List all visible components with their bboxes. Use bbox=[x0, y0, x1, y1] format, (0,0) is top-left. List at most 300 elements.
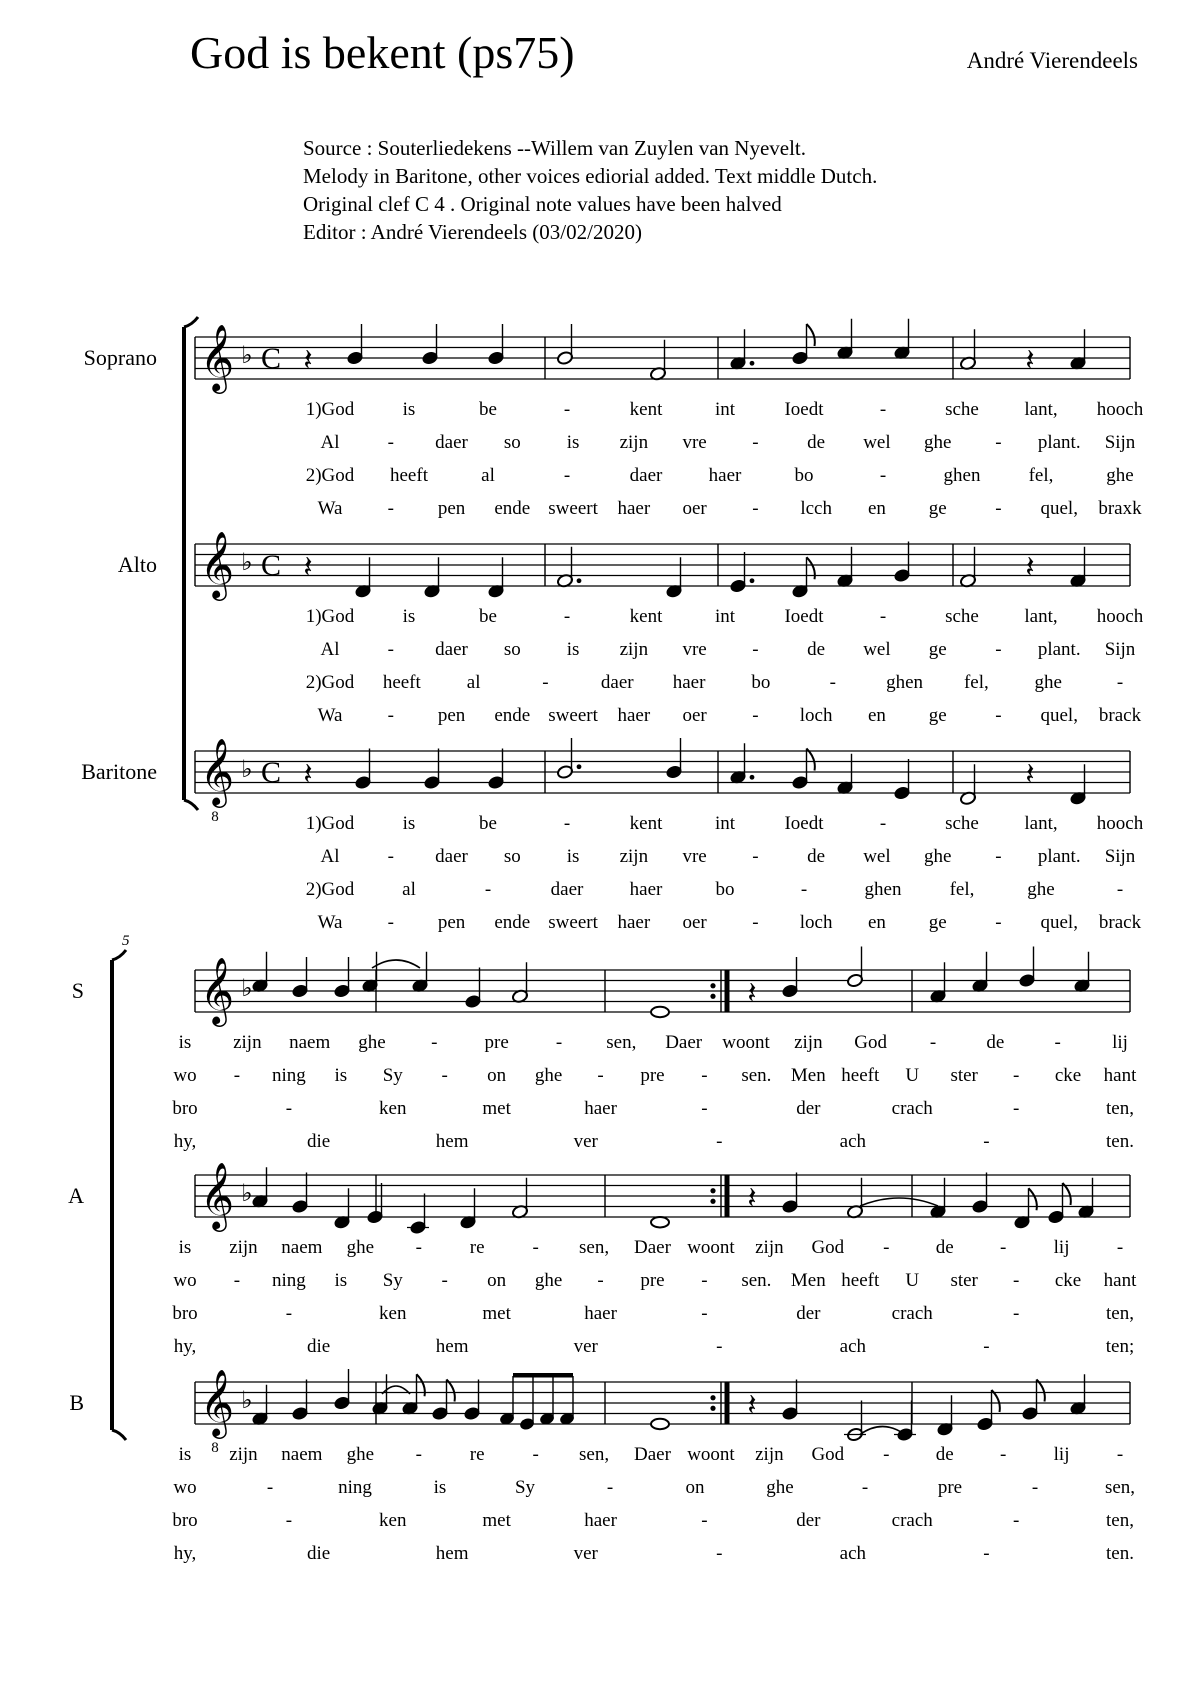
lyric-syllable: de bbox=[807, 846, 826, 867]
lyric-syllable: ghen bbox=[943, 465, 981, 486]
lyric-syllable: zijn bbox=[619, 432, 649, 453]
lyric-syllable: sweert bbox=[548, 705, 598, 726]
lyric-syllable: lcch bbox=[800, 498, 832, 519]
lyric-hyphen: - bbox=[883, 1237, 890, 1258]
flat-sign-icon: ♭ bbox=[241, 1388, 253, 1414]
lyric-syllable: daer bbox=[550, 879, 584, 900]
lyric-syllable: haer bbox=[584, 1098, 617, 1119]
lyric-syllable: die bbox=[306, 1543, 331, 1564]
lyric-syllable: ten. bbox=[1106, 1131, 1134, 1152]
lyric-syllable: bo bbox=[715, 879, 735, 900]
lyric-syllable: Daer bbox=[634, 1237, 671, 1258]
lyric-syllable: on bbox=[487, 1065, 507, 1086]
lyric-syllable: al bbox=[466, 672, 481, 693]
quarter-rest-icon: 𝄽 bbox=[747, 1182, 757, 1215]
lyric-hyphen: - bbox=[597, 1270, 604, 1291]
lyric-syllable: Wa bbox=[317, 498, 343, 519]
lyric-hyphen: - bbox=[532, 1237, 539, 1258]
lyric-syllable: en bbox=[867, 705, 886, 726]
augmentation-dot bbox=[750, 361, 755, 366]
lyric-syllable: ge bbox=[928, 705, 947, 726]
lyric-syllable: daer bbox=[435, 846, 468, 867]
flat-sign-icon: ♭ bbox=[241, 1181, 253, 1207]
lyric-syllable: loch bbox=[799, 912, 833, 933]
lyric-syllable: Sijn bbox=[1104, 432, 1136, 453]
lyric-syllable: wo bbox=[173, 1477, 197, 1498]
lyric-syllable: zijn bbox=[619, 639, 649, 660]
lyric-syllable: ning bbox=[271, 1065, 306, 1086]
staff-label: Soprano bbox=[83, 345, 157, 370]
lyric-syllable: God bbox=[811, 1237, 845, 1258]
lyric-syllable: crach bbox=[891, 1510, 933, 1531]
lyric-syllable: is bbox=[178, 1032, 192, 1053]
lyric-syllable: is bbox=[402, 399, 416, 420]
lyric-hyphen: - bbox=[883, 1444, 890, 1465]
lyric-syllable: Wa bbox=[317, 912, 343, 933]
lyric-syllable: Al bbox=[320, 846, 340, 867]
lyric-hyphen: - bbox=[752, 912, 759, 933]
lyric-hyphen: - bbox=[563, 813, 571, 834]
lyric-syllable: be bbox=[479, 606, 497, 627]
treble-clef-icon: 𝄞 bbox=[199, 325, 235, 390]
flat-sign-icon: ♭ bbox=[241, 757, 253, 783]
lyric-syllable: daer bbox=[435, 432, 468, 453]
lyric-hyphen: - bbox=[484, 879, 492, 900]
lyric-syllable: ach bbox=[839, 1543, 867, 1564]
lyric-syllable: vre bbox=[682, 432, 707, 453]
lyric-syllable: Ioedt bbox=[784, 813, 824, 834]
lyric-hyphen: - bbox=[387, 846, 394, 867]
repeat-dot bbox=[710, 1199, 715, 1204]
lyric-syllable: ghe bbox=[1034, 672, 1062, 693]
bracket-hook-top bbox=[112, 950, 126, 960]
lyric-syllable: ghen bbox=[886, 672, 924, 693]
flat-sign-icon: ♭ bbox=[241, 976, 253, 1002]
lyric-syllable: woont bbox=[722, 1032, 770, 1053]
lyric-hyphen: - bbox=[563, 606, 571, 627]
lyric-hyphen: - bbox=[1116, 672, 1124, 693]
note-flag bbox=[1037, 1380, 1045, 1402]
lyric-syllable: re bbox=[469, 1237, 485, 1258]
treble-clef-icon: 𝄞 bbox=[199, 1163, 235, 1228]
lyric-syllable: ken bbox=[379, 1510, 407, 1531]
lyric-syllable: ach bbox=[839, 1336, 867, 1357]
lyric-syllable: kent bbox=[629, 813, 663, 834]
lyric-syllable: ghe bbox=[923, 846, 952, 867]
lyric-syllable: is bbox=[566, 846, 580, 867]
lyric-syllable: plant. bbox=[1037, 846, 1081, 867]
lyric-syllable: lij bbox=[1112, 1032, 1128, 1053]
lyric-syllable: loch bbox=[799, 705, 833, 726]
lyric-hyphen: - bbox=[995, 639, 1002, 660]
lyric-syllable: ver bbox=[573, 1543, 598, 1564]
treble-clef-icon: 𝄞 bbox=[199, 532, 235, 597]
lyric-syllable: zijn bbox=[755, 1237, 784, 1258]
lyric-syllable: naem bbox=[281, 1444, 323, 1465]
lyric-syllable: pen bbox=[437, 705, 466, 726]
lyric-syllable: vre bbox=[682, 846, 707, 867]
lyric-syllable: ken bbox=[379, 1098, 407, 1119]
lyric-hyphen: - bbox=[879, 813, 887, 834]
lyric-syllable: sen, bbox=[1104, 1477, 1136, 1498]
source-note-line: Original clef C 4 . Original note values have been halved bbox=[303, 192, 782, 216]
lyric-syllable: pre bbox=[640, 1270, 665, 1291]
lyric-syllable: 1)God bbox=[305, 813, 355, 834]
lyric-syllable: naem bbox=[281, 1237, 323, 1258]
lyric-hyphen: - bbox=[1012, 1065, 1020, 1086]
quarter-rest-icon: 𝄽 bbox=[1025, 758, 1035, 791]
lyric-syllable: zijn bbox=[229, 1444, 258, 1465]
quarter-rest-icon: 𝄽 bbox=[303, 344, 313, 377]
lyric-syllable: ver bbox=[573, 1336, 598, 1357]
lyric-syllable: 2)God bbox=[305, 465, 355, 486]
lyric-hyphen: - bbox=[929, 1032, 937, 1053]
lyric-syllable: pre bbox=[640, 1065, 665, 1086]
lyric-hyphen: - bbox=[995, 846, 1002, 867]
quarter-rest-icon: 𝄽 bbox=[747, 1389, 757, 1422]
lyric-syllable: crach bbox=[891, 1303, 933, 1324]
lyric-hyphen: - bbox=[701, 1270, 708, 1291]
lyric-syllable: Daer bbox=[634, 1444, 671, 1465]
lyric-hyphen: - bbox=[387, 498, 394, 519]
lyric-syllable: pre bbox=[937, 1477, 963, 1498]
lyric-syllable: so bbox=[503, 846, 521, 867]
lyric-syllable: Sy bbox=[382, 1270, 403, 1291]
note-head bbox=[651, 1217, 669, 1227]
lyric-hyphen: - bbox=[441, 1065, 448, 1086]
note-beam bbox=[513, 1373, 573, 1378]
lyric-syllable: U bbox=[905, 1065, 920, 1086]
lyric-hyphen: - bbox=[879, 465, 887, 486]
lyric-hyphen: - bbox=[563, 399, 571, 420]
lyric-syllable: daer bbox=[600, 672, 634, 693]
lyric-hyphen: - bbox=[1012, 1303, 1020, 1324]
lyric-syllable: int bbox=[714, 606, 736, 627]
lyric-syllable: heeft bbox=[841, 1065, 880, 1086]
lyric-syllable: wel bbox=[863, 432, 891, 453]
lyric-hyphen: - bbox=[995, 432, 1002, 453]
lyric-syllable: Sy bbox=[514, 1477, 536, 1498]
lyric-syllable: so bbox=[503, 639, 521, 660]
lyric-syllable: ghe bbox=[358, 1032, 386, 1053]
lyric-syllable: quel, bbox=[1040, 912, 1078, 933]
lyric-hyphen: - bbox=[716, 1336, 723, 1357]
lyric-hyphen: - bbox=[701, 1065, 708, 1086]
lyric-hyphen: - bbox=[999, 1237, 1007, 1258]
source-note-line: Editor : André Vierendeels (03/02/2020) bbox=[303, 220, 642, 244]
lyric-hyphen: - bbox=[983, 1336, 990, 1357]
lyric-syllable: de bbox=[935, 1444, 954, 1465]
lyric-syllable: sen. bbox=[741, 1270, 772, 1291]
lyric-syllable: ach bbox=[839, 1131, 867, 1152]
lyric-hyphen: - bbox=[285, 1303, 293, 1324]
source-note-line: Melody in Baritone, other voices ediorial added. Text middle Dutch. bbox=[303, 164, 878, 188]
lyric-hyphen: - bbox=[829, 672, 836, 693]
lyric-syllable: Daer bbox=[665, 1032, 703, 1053]
note-flag bbox=[447, 1380, 455, 1402]
lyric-syllable: ning bbox=[338, 1477, 372, 1498]
lyric-syllable: int bbox=[714, 399, 736, 420]
lyric-syllable: heeft bbox=[841, 1270, 880, 1291]
lyric-syllable: ende bbox=[494, 705, 531, 726]
repeat-dot bbox=[710, 983, 715, 988]
lyric-syllable: 1)God bbox=[305, 399, 355, 420]
lyric-syllable: ge bbox=[928, 498, 947, 519]
lyric-syllable: zijn bbox=[233, 1032, 262, 1053]
lyric-syllable: oer bbox=[682, 705, 707, 726]
lyric-syllable: Ioedt bbox=[784, 606, 824, 627]
note-flag bbox=[1063, 1183, 1071, 1205]
lyric-syllable: woont bbox=[687, 1237, 735, 1258]
lyric-hyphen: - bbox=[415, 1444, 422, 1465]
quarter-rest-icon: 𝄽 bbox=[1025, 344, 1035, 377]
lyric-syllable: woont bbox=[687, 1444, 735, 1465]
lyric-syllable: is bbox=[178, 1237, 192, 1258]
repeat-dot bbox=[710, 1188, 715, 1193]
lyric-syllable: ghe bbox=[346, 1444, 375, 1465]
lyric-hyphen: - bbox=[597, 1065, 604, 1086]
lyric-syllable: haer bbox=[584, 1510, 617, 1531]
lyric-syllable: ende bbox=[494, 912, 531, 933]
staff-label: B bbox=[69, 1390, 84, 1415]
octave-eight-mark: 8 bbox=[211, 809, 219, 825]
lyric-syllable: haer bbox=[584, 1303, 617, 1324]
lyric-syllable: Al bbox=[320, 432, 340, 453]
lyric-hyphen: - bbox=[387, 432, 394, 453]
lyric-syllable: 2)God bbox=[305, 879, 355, 900]
lyric-syllable: met bbox=[482, 1303, 511, 1324]
lyric-syllable: wel bbox=[863, 846, 891, 867]
lyric-hyphen: - bbox=[1031, 1477, 1039, 1498]
lyric-syllable: is bbox=[566, 639, 580, 660]
lyric-syllable: fel, bbox=[1028, 465, 1054, 486]
lyric-syllable: sen, bbox=[606, 1032, 637, 1053]
lyric-syllable: ghe bbox=[923, 432, 952, 453]
flat-sign-icon: ♭ bbox=[241, 550, 253, 576]
lyric-hyphen: - bbox=[1116, 1237, 1124, 1258]
lyric-hyphen: - bbox=[233, 1270, 241, 1291]
lyric-syllable: U bbox=[905, 1270, 920, 1291]
lyric-syllable: re bbox=[469, 1444, 485, 1465]
lyric-syllable: haer bbox=[617, 498, 651, 519]
lyric-syllable: Wa bbox=[317, 705, 343, 726]
lyric-syllable: sen, bbox=[579, 1237, 610, 1258]
lyric-syllable: sen, bbox=[579, 1444, 610, 1465]
lyric-syllable: ten, bbox=[1106, 1303, 1134, 1324]
lyric-syllable: plant. bbox=[1037, 432, 1081, 453]
lyric-hyphen: - bbox=[606, 1477, 614, 1498]
lyric-hyphen: - bbox=[879, 399, 887, 420]
lyric-syllable: zijn bbox=[755, 1444, 784, 1465]
lyric-syllable: fel, bbox=[949, 879, 975, 900]
lyric-syllable: hant bbox=[1103, 1065, 1137, 1086]
lyric-syllable: sche bbox=[945, 813, 979, 834]
note-head bbox=[651, 1419, 669, 1429]
tie-arc bbox=[372, 960, 420, 968]
augmentation-dot bbox=[577, 764, 582, 769]
measure-number: 5 bbox=[122, 933, 130, 949]
lyric-hyphen: - bbox=[995, 912, 1002, 933]
bracket-hook-top bbox=[184, 317, 198, 327]
lyric-syllable: hooch bbox=[1096, 813, 1144, 834]
lyric-syllable: ghe bbox=[1106, 465, 1134, 486]
lyric-hyphen: - bbox=[983, 1131, 990, 1152]
lyric-syllable: hy, bbox=[173, 1543, 197, 1564]
lyric-hyphen: - bbox=[1012, 1270, 1020, 1291]
lyric-syllable: is bbox=[334, 1065, 348, 1086]
lyric-syllable: is bbox=[178, 1444, 192, 1465]
lyric-syllable: haer bbox=[708, 465, 742, 486]
lyric-syllable: hooch bbox=[1096, 606, 1144, 627]
lyric-syllable: haer bbox=[617, 912, 651, 933]
lyric-syllable: on bbox=[685, 1477, 705, 1498]
lyric-syllable: en bbox=[867, 498, 886, 519]
lyric-syllable: ten; bbox=[1105, 1336, 1135, 1357]
lyric-syllable: ten, bbox=[1106, 1098, 1134, 1119]
lyric-hyphen: - bbox=[983, 1543, 990, 1564]
note-flag bbox=[807, 749, 815, 771]
lyric-syllable: ken bbox=[379, 1303, 407, 1324]
lyric-syllable: haer bbox=[629, 879, 663, 900]
lyric-syllable: be bbox=[479, 399, 497, 420]
lyric-syllable: ge bbox=[928, 639, 947, 660]
lyric-syllable: heeft bbox=[382, 672, 421, 693]
lyric-syllable: is bbox=[402, 813, 416, 834]
lyric-hyphen: - bbox=[233, 1065, 241, 1086]
lyric-syllable: bro bbox=[172, 1510, 198, 1531]
lyric-syllable: be bbox=[479, 813, 497, 834]
lyric-syllable: wel bbox=[863, 639, 891, 660]
lyric-syllable: ning bbox=[271, 1270, 306, 1291]
lyric-syllable: sen. bbox=[741, 1065, 772, 1086]
lyric-syllable: 2)God bbox=[305, 672, 355, 693]
lyric-syllable: al bbox=[402, 879, 416, 900]
lyric-syllable: ghe bbox=[766, 1477, 794, 1498]
lyric-syllable: zijn bbox=[794, 1032, 823, 1053]
lyric-syllable: Sijn bbox=[1104, 846, 1136, 867]
lyric-hyphen: - bbox=[387, 639, 394, 660]
staff-label: Alto bbox=[117, 552, 157, 577]
lyric-hyphen: - bbox=[532, 1444, 539, 1465]
common-time-signature: C bbox=[260, 342, 282, 375]
quarter-rest-icon: 𝄽 bbox=[303, 758, 313, 791]
lyric-hyphen: - bbox=[563, 465, 571, 486]
bracket-hook-bottom bbox=[184, 800, 198, 810]
lyric-syllable: ver bbox=[573, 1131, 598, 1152]
lyric-hyphen: - bbox=[1012, 1510, 1020, 1531]
source-note-line: Source : Souterliedekens --Willem van Zuylen van Nyevelt. bbox=[303, 136, 807, 160]
lyric-hyphen: - bbox=[879, 606, 887, 627]
lyric-syllable: hy, bbox=[173, 1131, 197, 1152]
lyric-hyphen: - bbox=[701, 1510, 708, 1531]
lyric-hyphen: - bbox=[716, 1543, 723, 1564]
lyric-hyphen: - bbox=[752, 432, 759, 453]
lyric-syllable: bro bbox=[172, 1303, 198, 1324]
lyric-syllable: oer bbox=[682, 912, 707, 933]
lyric-syllable: wo bbox=[173, 1065, 197, 1086]
quarter-rest-icon: 𝄽 bbox=[303, 551, 313, 584]
lyric-syllable: sweert bbox=[548, 912, 598, 933]
page-title: God is bekent (ps75) bbox=[190, 27, 575, 78]
lyric-hyphen: - bbox=[1012, 1098, 1020, 1119]
note-head bbox=[651, 1007, 669, 1017]
staff-label: A bbox=[68, 1183, 84, 1208]
lyric-syllable: brack bbox=[1098, 912, 1142, 933]
lyric-syllable: ster bbox=[950, 1065, 978, 1086]
lyric-syllable: plant. bbox=[1037, 639, 1081, 660]
lyric-syllable: daer bbox=[435, 639, 468, 660]
composer-name: André Vierendeels bbox=[966, 48, 1138, 73]
lyric-syllable: de bbox=[807, 639, 826, 660]
lyric-syllable: ende bbox=[494, 498, 531, 519]
lyric-syllable: al bbox=[481, 465, 495, 486]
lyric-syllable: hant bbox=[1103, 1270, 1137, 1291]
lyric-syllable: hy, bbox=[173, 1336, 197, 1357]
lyric-syllable: der bbox=[796, 1510, 821, 1531]
lyric-syllable: ster bbox=[950, 1270, 978, 1291]
lyric-syllable: de bbox=[986, 1032, 1005, 1053]
lyric-syllable: bro bbox=[172, 1098, 198, 1119]
lyric-hyphen: - bbox=[701, 1098, 708, 1119]
lyric-hyphen: - bbox=[800, 879, 808, 900]
lyric-hyphen: - bbox=[752, 846, 759, 867]
lyric-syllable: Sijn bbox=[1104, 639, 1136, 660]
common-time-signature: C bbox=[260, 549, 282, 582]
staff-label: Baritone bbox=[81, 759, 157, 784]
quarter-rest-icon: 𝄽 bbox=[1025, 551, 1035, 584]
lyric-syllable: int bbox=[714, 813, 736, 834]
lyric-syllable: bo bbox=[751, 672, 771, 693]
lyric-syllable: Men bbox=[790, 1065, 826, 1086]
lyric-syllable: daer bbox=[629, 465, 663, 486]
lyric-syllable: met bbox=[482, 1510, 511, 1531]
lyric-syllable: on bbox=[487, 1270, 507, 1291]
lyric-syllable: 1)God bbox=[305, 606, 355, 627]
lyric-syllable: cke bbox=[1054, 1270, 1082, 1291]
lyric-syllable: heeft bbox=[390, 465, 428, 486]
lyric-hyphen: - bbox=[701, 1303, 708, 1324]
common-time-signature: C bbox=[260, 756, 282, 789]
lyric-syllable: ghen bbox=[864, 879, 902, 900]
lyric-syllable: Ioedt bbox=[784, 399, 824, 420]
lyric-syllable: pen bbox=[437, 498, 466, 519]
lyric-syllable: Al bbox=[320, 639, 340, 660]
lyric-syllable: lant, bbox=[1024, 399, 1058, 420]
lyric-syllable: ghe bbox=[346, 1237, 375, 1258]
lyric-syllable: pre bbox=[484, 1032, 509, 1053]
lyric-syllable: quel, bbox=[1040, 705, 1078, 726]
lyric-syllable: lant, bbox=[1024, 813, 1058, 834]
lyric-syllable: sweert bbox=[548, 498, 598, 519]
repeat-dot bbox=[710, 994, 715, 999]
lyric-syllable: hem bbox=[435, 1131, 469, 1152]
lyric-syllable: haer bbox=[617, 705, 651, 726]
lyric-hyphen: - bbox=[387, 912, 394, 933]
augmentation-dot bbox=[750, 578, 755, 583]
lyric-hyphen: - bbox=[752, 639, 759, 660]
lyric-hyphen: - bbox=[285, 1510, 293, 1531]
lyric-syllable: ge bbox=[928, 912, 947, 933]
lyric-hyphen: - bbox=[285, 1098, 293, 1119]
lyric-hyphen: - bbox=[266, 1477, 274, 1498]
lyric-syllable: die bbox=[306, 1336, 331, 1357]
lyric-syllable: is bbox=[334, 1270, 348, 1291]
lyric-syllable: hem bbox=[435, 1543, 469, 1564]
lyric-hyphen: - bbox=[431, 1032, 438, 1053]
lyric-syllable: en bbox=[867, 912, 886, 933]
lyric-syllable: brack bbox=[1098, 705, 1142, 726]
lyric-syllable: wo bbox=[173, 1270, 197, 1291]
